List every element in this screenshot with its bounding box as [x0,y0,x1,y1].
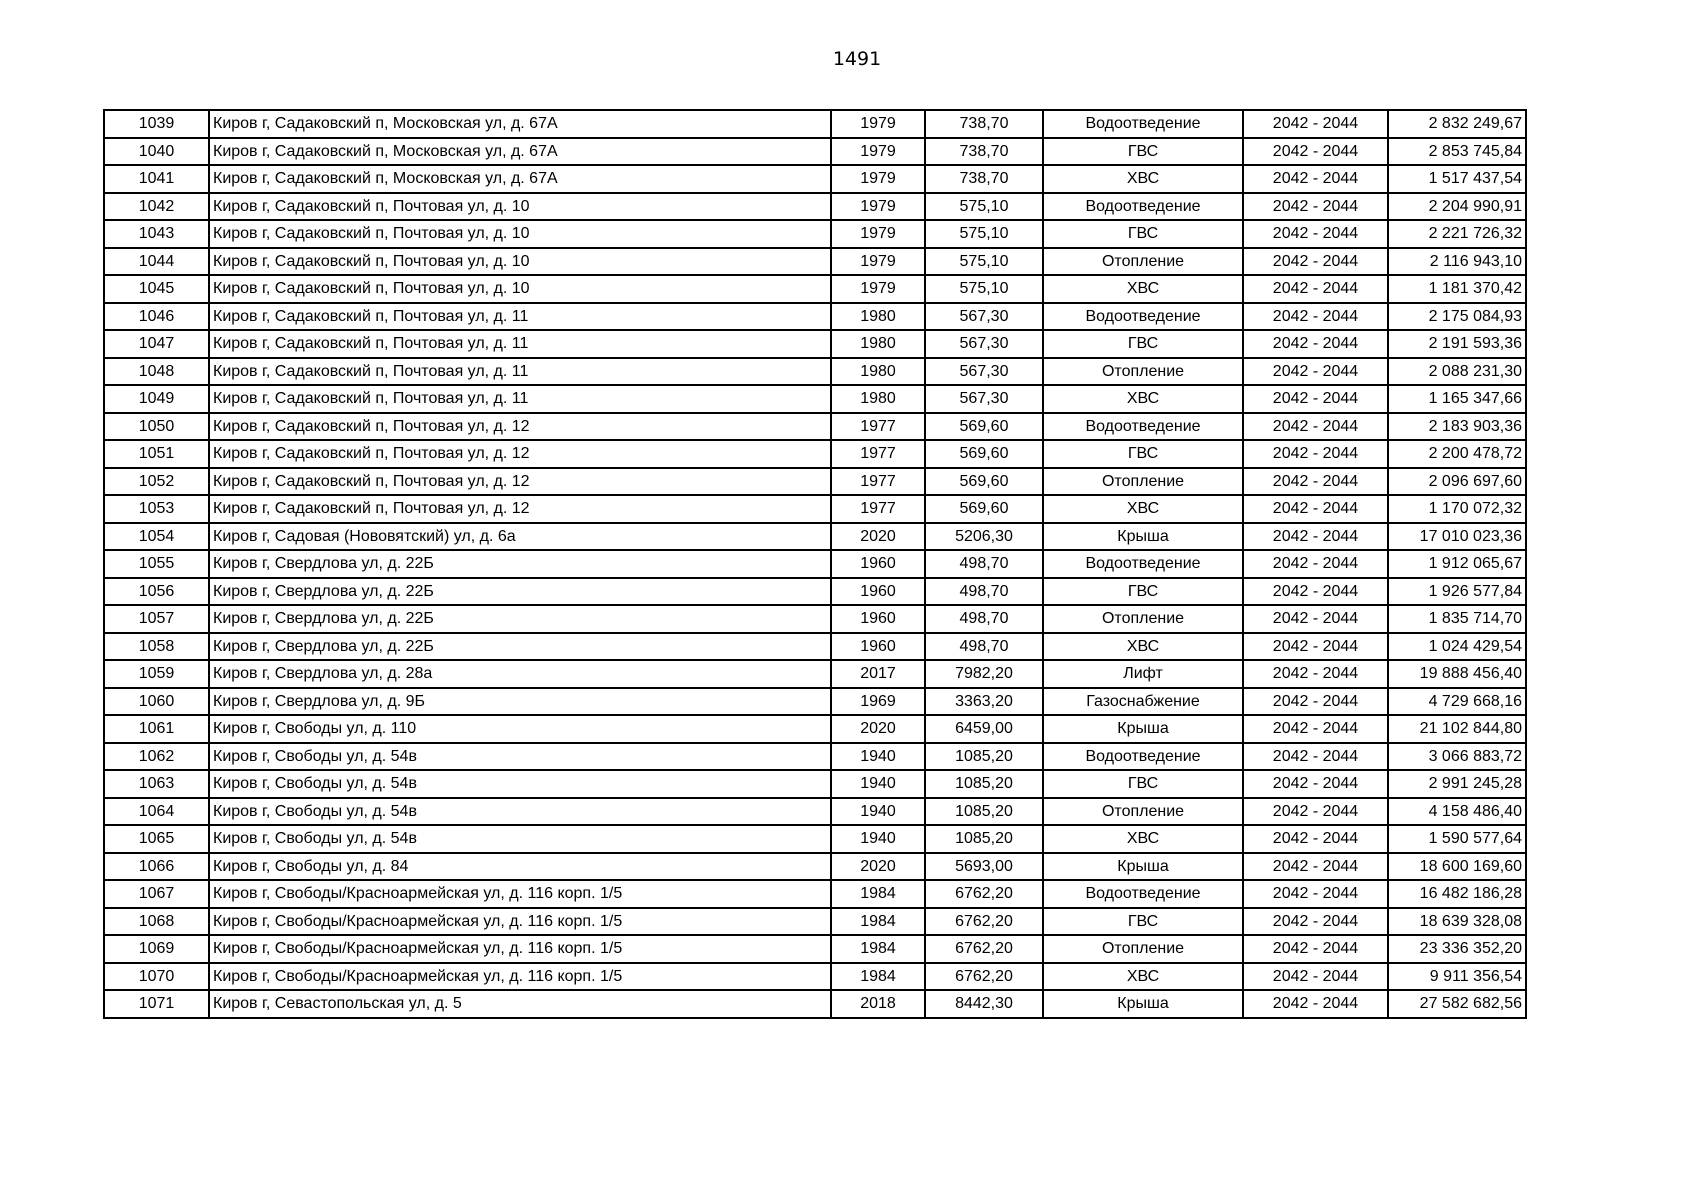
row-number-cell: 1057 [104,605,209,633]
table-row [104,275,1526,303]
work-type-cell: Крыша [1043,523,1243,551]
period-cell: 2042 - 2044 [1243,743,1388,771]
address-cell: Киров г, Садаковский п, Московская ул, д. 67А [209,165,831,193]
cost-cell: 1 912 065,67 [1388,550,1526,578]
row-number-cell: 1052 [104,468,209,496]
period-cell: 2042 - 2044 [1243,770,1388,798]
period-cell: 2042 - 2044 [1243,138,1388,166]
address-cell: Киров г, Садаковский п, Московская ул, д. 67А [209,138,831,166]
table-row [104,550,1526,578]
table-row [104,770,1526,798]
cost-cell: 16 482 186,28 [1388,880,1526,908]
area-cell: 567,30 [925,303,1043,331]
row-number-cell: 1044 [104,248,209,276]
period-cell: 2042 - 2044 [1243,935,1388,963]
cost-cell: 1 170 072,32 [1388,495,1526,523]
table-row [104,633,1526,661]
build-year-cell: 1979 [831,165,925,193]
period-cell: 2042 - 2044 [1243,468,1388,496]
area-cell: 498,70 [925,633,1043,661]
work-type-cell: Крыша [1043,715,1243,743]
area-cell: 569,60 [925,495,1043,523]
cost-cell: 2 204 990,91 [1388,193,1526,221]
address-cell: Киров г, Садаковский п, Почтовая ул, д. 12 [209,468,831,496]
work-type-cell: ГВС [1043,138,1243,166]
row-number-cell: 1053 [104,495,209,523]
table-row [104,605,1526,633]
cost-cell: 18 639 328,08 [1388,908,1526,936]
work-type-cell: Водоотведение [1043,193,1243,221]
work-type-cell: Водоотведение [1043,880,1243,908]
address-cell: Киров г, Садаковский п, Почтовая ул, д. 11 [209,385,831,413]
address-cell: Киров г, Садаковский п, Московская ул, д. 67А [209,110,831,138]
table-row [104,963,1526,991]
cost-cell: 18 600 169,60 [1388,853,1526,881]
address-cell: Киров г, Свободы ул, д. 54в [209,743,831,771]
cost-cell: 23 336 352,20 [1388,935,1526,963]
row-number-cell: 1043 [104,220,209,248]
build-year-cell: 1977 [831,440,925,468]
row-number-cell: 1055 [104,550,209,578]
row-number-cell: 1070 [104,963,209,991]
work-type-cell: Водоотведение [1043,413,1243,441]
period-cell: 2042 - 2044 [1243,880,1388,908]
table-row [104,330,1526,358]
cost-cell: 4 158 486,40 [1388,798,1526,826]
cost-cell: 4 729 668,16 [1388,688,1526,716]
area-cell: 5206,30 [925,523,1043,551]
area-cell: 1085,20 [925,770,1043,798]
build-year-cell: 1979 [831,220,925,248]
cost-cell: 2 991 245,28 [1388,770,1526,798]
build-year-cell: 2020 [831,715,925,743]
address-cell: Киров г, Свердлова ул, д. 22Б [209,605,831,633]
period-cell: 2042 - 2044 [1243,275,1388,303]
address-cell: Киров г, Свободы/Красноармейская ул, д. 116 корп. 1/5 [209,935,831,963]
period-cell: 2042 - 2044 [1243,440,1388,468]
area-cell: 498,70 [925,550,1043,578]
row-number-cell: 1047 [104,330,209,358]
row-number-cell: 1065 [104,825,209,853]
area-cell: 498,70 [925,578,1043,606]
build-year-cell: 1977 [831,468,925,496]
cost-cell: 1 517 437,54 [1388,165,1526,193]
row-number-cell: 1068 [104,908,209,936]
work-type-cell: ХВС [1043,963,1243,991]
address-cell: Киров г, Свободы ул, д. 54в [209,770,831,798]
work-type-cell: Крыша [1043,990,1243,1018]
period-cell: 2042 - 2044 [1243,358,1388,386]
row-number-cell: 1064 [104,798,209,826]
address-cell: Киров г, Свободы ул, д. 84 [209,853,831,881]
address-cell: Киров г, Садаковский п, Почтовая ул, д. 11 [209,303,831,331]
area-cell: 6762,20 [925,963,1043,991]
period-cell: 2042 - 2044 [1243,963,1388,991]
work-type-cell: ГВС [1043,770,1243,798]
period-cell: 2042 - 2044 [1243,110,1388,138]
work-type-cell: ГВС [1043,578,1243,606]
row-number-cell: 1060 [104,688,209,716]
table-row [104,880,1526,908]
area-cell: 6762,20 [925,908,1043,936]
area-cell: 1085,20 [925,825,1043,853]
period-cell: 2042 - 2044 [1243,853,1388,881]
cost-cell: 2 116 943,10 [1388,248,1526,276]
build-year-cell: 1960 [831,633,925,661]
period-cell: 2042 - 2044 [1243,715,1388,743]
cost-cell: 1 926 577,84 [1388,578,1526,606]
cost-cell: 1 165 347,66 [1388,385,1526,413]
area-cell: 6459,00 [925,715,1043,743]
work-type-cell: ХВС [1043,385,1243,413]
table-row [104,248,1526,276]
build-year-cell: 1960 [831,578,925,606]
cost-cell: 1 024 429,54 [1388,633,1526,661]
address-cell: Киров г, Садаковский п, Почтовая ул, д. 12 [209,440,831,468]
work-type-cell: Отопление [1043,798,1243,826]
cost-cell: 1 835 714,70 [1388,605,1526,633]
address-cell: Киров г, Садаковский п, Почтовая ул, д. 10 [209,193,831,221]
table-row [104,743,1526,771]
area-cell: 498,70 [925,605,1043,633]
address-cell: Киров г, Садовая (Нововятский) ул, д. 6а [209,523,831,551]
table-row [104,358,1526,386]
build-year-cell: 1980 [831,303,925,331]
build-year-cell: 2017 [831,660,925,688]
area-cell: 575,10 [925,193,1043,221]
work-type-cell: ХВС [1043,825,1243,853]
address-cell: Киров г, Свердлова ул, д. 22Б [209,633,831,661]
table-row [104,825,1526,853]
table-row [104,413,1526,441]
period-cell: 2042 - 2044 [1243,605,1388,633]
cost-cell: 17 010 023,36 [1388,523,1526,551]
period-cell: 2042 - 2044 [1243,825,1388,853]
address-cell: Киров г, Свободы/Красноармейская ул, д. 116 корп. 1/5 [209,908,831,936]
cost-cell: 9 911 356,54 [1388,963,1526,991]
table-row [104,990,1526,1018]
row-number-cell: 1046 [104,303,209,331]
address-cell: Киров г, Садаковский п, Почтовая ул, д. 10 [209,220,831,248]
cost-cell: 2 200 478,72 [1388,440,1526,468]
build-year-cell: 1940 [831,825,925,853]
area-cell: 1085,20 [925,743,1043,771]
address-cell: Киров г, Свердлова ул, д. 22Б [209,550,831,578]
build-year-cell: 1984 [831,935,925,963]
work-type-cell: ГВС [1043,908,1243,936]
address-cell: Киров г, Садаковский п, Почтовая ул, д. 10 [209,248,831,276]
table-row [104,385,1526,413]
table-row [104,303,1526,331]
cost-cell: 2 221 726,32 [1388,220,1526,248]
page-number: 1491 [832,48,882,70]
area-cell: 5693,00 [925,853,1043,881]
work-type-cell: Отопление [1043,358,1243,386]
address-cell: Киров г, Свободы/Красноармейская ул, д. 116 корп. 1/5 [209,963,831,991]
row-number-cell: 1058 [104,633,209,661]
repair-schedule-table [103,109,1527,1019]
period-cell: 2042 - 2044 [1243,990,1388,1018]
build-year-cell: 1977 [831,413,925,441]
row-number-cell: 1051 [104,440,209,468]
build-year-cell: 1984 [831,908,925,936]
address-cell: Киров г, Свободы ул, д. 110 [209,715,831,743]
period-cell: 2042 - 2044 [1243,193,1388,221]
area-cell: 567,30 [925,385,1043,413]
table-row [104,853,1526,881]
build-year-cell: 1977 [831,495,925,523]
cost-cell: 2 183 903,36 [1388,413,1526,441]
period-cell: 2042 - 2044 [1243,413,1388,441]
build-year-cell: 2020 [831,523,925,551]
row-number-cell: 1063 [104,770,209,798]
table-row [104,193,1526,221]
cost-cell: 2 175 084,93 [1388,303,1526,331]
address-cell: Киров г, Свердлова ул, д. 28а [209,660,831,688]
address-cell: Киров г, Свободы/Красноармейская ул, д. 116 корп. 1/5 [209,880,831,908]
table-body [104,110,1526,1018]
area-cell: 6762,20 [925,880,1043,908]
table-row [104,165,1526,193]
area-cell: 575,10 [925,220,1043,248]
area-cell: 738,70 [925,110,1043,138]
work-type-cell: Отопление [1043,935,1243,963]
row-number-cell: 1062 [104,743,209,771]
address-cell: Киров г, Свердлова ул, д. 9Б [209,688,831,716]
row-number-cell: 1049 [104,385,209,413]
cost-cell: 1 181 370,42 [1388,275,1526,303]
row-number-cell: 1050 [104,413,209,441]
address-cell: Киров г, Садаковский п, Почтовая ул, д. 10 [209,275,831,303]
period-cell: 2042 - 2044 [1243,495,1388,523]
work-type-cell: ГВС [1043,440,1243,468]
area-cell: 569,60 [925,413,1043,441]
area-cell: 569,60 [925,440,1043,468]
work-type-cell: Водоотведение [1043,743,1243,771]
build-year-cell: 1984 [831,880,925,908]
table-row [104,138,1526,166]
table-row [104,220,1526,248]
cost-cell: 2 853 745,84 [1388,138,1526,166]
period-cell: 2042 - 2044 [1243,523,1388,551]
period-cell: 2042 - 2044 [1243,578,1388,606]
table-row [104,578,1526,606]
table-row [104,688,1526,716]
period-cell: 2042 - 2044 [1243,688,1388,716]
row-number-cell: 1059 [104,660,209,688]
build-year-cell: 2020 [831,853,925,881]
cost-cell: 19 888 456,40 [1388,660,1526,688]
build-year-cell: 1979 [831,248,925,276]
row-number-cell: 1041 [104,165,209,193]
table-row [104,660,1526,688]
work-type-cell: ГВС [1043,330,1243,358]
row-number-cell: 1048 [104,358,209,386]
cost-cell: 3 066 883,72 [1388,743,1526,771]
area-cell: 575,10 [925,248,1043,276]
work-type-cell: Отопление [1043,248,1243,276]
area-cell: 569,60 [925,468,1043,496]
row-number-cell: 1069 [104,935,209,963]
row-number-cell: 1056 [104,578,209,606]
table-row [104,798,1526,826]
period-cell: 2042 - 2044 [1243,385,1388,413]
table-row [104,523,1526,551]
row-number-cell: 1040 [104,138,209,166]
row-number-cell: 1071 [104,990,209,1018]
row-number-cell: 1061 [104,715,209,743]
cost-cell: 2 096 697,60 [1388,468,1526,496]
cost-cell: 2 191 593,36 [1388,330,1526,358]
period-cell: 2042 - 2044 [1243,220,1388,248]
table-row [104,935,1526,963]
work-type-cell: Газоснабжение [1043,688,1243,716]
address-cell: Киров г, Севастопольская ул, д. 5 [209,990,831,1018]
work-type-cell: Водоотведение [1043,110,1243,138]
area-cell: 567,30 [925,330,1043,358]
area-cell: 7982,20 [925,660,1043,688]
work-type-cell: ГВС [1043,220,1243,248]
period-cell: 2042 - 2044 [1243,330,1388,358]
period-cell: 2042 - 2044 [1243,303,1388,331]
address-cell: Киров г, Садаковский п, Почтовая ул, д. 12 [209,495,831,523]
work-type-cell: ХВС [1043,633,1243,661]
build-year-cell: 1980 [831,330,925,358]
table-row [104,495,1526,523]
build-year-cell: 1979 [831,138,925,166]
work-type-cell: Отопление [1043,605,1243,633]
work-type-cell: Отопление [1043,468,1243,496]
build-year-cell: 1940 [831,770,925,798]
address-cell: Киров г, Свердлова ул, д. 22Б [209,578,831,606]
build-year-cell: 1980 [831,385,925,413]
build-year-cell: 1940 [831,743,925,771]
area-cell: 575,10 [925,275,1043,303]
build-year-cell: 1979 [831,193,925,221]
row-number-cell: 1039 [104,110,209,138]
cost-cell: 2 832 249,67 [1388,110,1526,138]
address-cell: Киров г, Свободы ул, д. 54в [209,798,831,826]
address-cell: Киров г, Садаковский п, Почтовая ул, д. 11 [209,358,831,386]
row-number-cell: 1067 [104,880,209,908]
address-cell: Киров г, Свободы ул, д. 54в [209,825,831,853]
work-type-cell: Лифт [1043,660,1243,688]
area-cell: 1085,20 [925,798,1043,826]
build-year-cell: 2018 [831,990,925,1018]
build-year-cell: 1960 [831,550,925,578]
cost-cell: 27 582 682,56 [1388,990,1526,1018]
work-type-cell: ХВС [1043,495,1243,523]
build-year-cell: 1940 [831,798,925,826]
table-row [104,715,1526,743]
work-type-cell: Водоотведение [1043,550,1243,578]
build-year-cell: 1969 [831,688,925,716]
cost-cell: 1 590 577,64 [1388,825,1526,853]
period-cell: 2042 - 2044 [1243,798,1388,826]
table-row [104,110,1526,138]
work-type-cell: ХВС [1043,165,1243,193]
row-number-cell: 1054 [104,523,209,551]
area-cell: 738,70 [925,165,1043,193]
table-row [104,440,1526,468]
row-number-cell: 1042 [104,193,209,221]
period-cell: 2042 - 2044 [1243,550,1388,578]
period-cell: 2042 - 2044 [1243,248,1388,276]
build-year-cell: 1984 [831,963,925,991]
area-cell: 738,70 [925,138,1043,166]
build-year-cell: 1980 [831,358,925,386]
build-year-cell: 1979 [831,275,925,303]
area-cell: 6762,20 [925,935,1043,963]
area-cell: 3363,20 [925,688,1043,716]
build-year-cell: 1979 [831,110,925,138]
address-cell: Киров г, Садаковский п, Почтовая ул, д. 11 [209,330,831,358]
work-type-cell: Крыша [1043,853,1243,881]
cost-cell: 2 088 231,30 [1388,358,1526,386]
row-number-cell: 1045 [104,275,209,303]
build-year-cell: 1960 [831,605,925,633]
cost-cell: 21 102 844,80 [1388,715,1526,743]
period-cell: 2042 - 2044 [1243,165,1388,193]
address-cell: Киров г, Садаковский п, Почтовая ул, д. 12 [209,413,831,441]
work-type-cell: ХВС [1043,275,1243,303]
area-cell: 567,30 [925,358,1043,386]
row-number-cell: 1066 [104,853,209,881]
table-row [104,468,1526,496]
area-cell: 8442,30 [925,990,1043,1018]
table-row [104,908,1526,936]
work-type-cell: Водоотведение [1043,303,1243,331]
period-cell: 2042 - 2044 [1243,633,1388,661]
period-cell: 2042 - 2044 [1243,660,1388,688]
period-cell: 2042 - 2044 [1243,908,1388,936]
